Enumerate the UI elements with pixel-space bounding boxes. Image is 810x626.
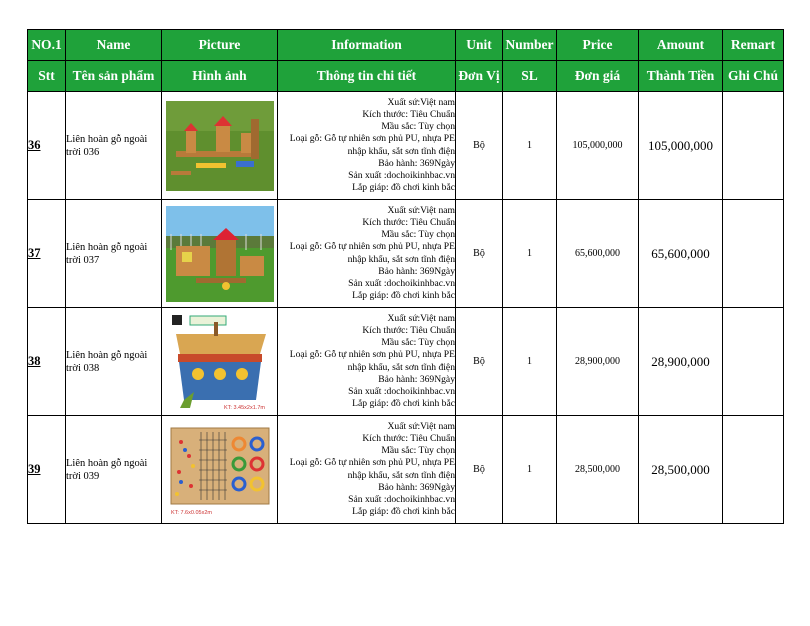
table-row <box>28 200 784 308</box>
quotation-table <box>27 29 784 524</box>
info-warranty: Bảo hành: 369Ngày <box>378 157 455 169</box>
row-number[interactable]: 36 <box>28 92 66 200</box>
image-caption: KT: 7.6x0.05x2m <box>170 509 212 516</box>
product-name: Liên hoàn gỗ ngoài trời 039 <box>66 416 162 524</box>
product-information <box>278 200 456 308</box>
info-material: Loại gỗ: Gỗ tự nhiên sơn phủ PU, nhựa PE <box>289 133 455 145</box>
header-unit: Unit <box>456 30 503 61</box>
outdoor-wooden-playground-image <box>166 101 274 191</box>
header-row-english <box>28 30 784 61</box>
info-manufacturer: Sản xuất :dochoikinhbac.vn <box>348 493 455 505</box>
outdoor-wooden-play-structure-image <box>166 206 274 302</box>
header-no: NO.1 <box>28 30 66 61</box>
info-installation: Lắp giáp: đồ chơi kinh bắc <box>352 398 455 410</box>
header-note: Ghi Chú <box>723 61 784 92</box>
product-note <box>723 200 784 308</box>
product-information <box>278 308 456 416</box>
info-size: Kích thước: Tiêu Chuẩn <box>362 324 455 336</box>
header-product-name: Tên sản phẩm <box>66 61 162 92</box>
header-remark: Remart <box>723 30 784 61</box>
info-material: Loại gỗ: Gỗ tự nhiên sơn phủ PU, nhựa PE <box>289 457 455 469</box>
info-origin: Xuất sứ:Việt nam <box>387 420 455 432</box>
header-stt: Stt <box>28 61 66 92</box>
product-note <box>723 416 784 524</box>
product-quantity: 1 <box>503 92 557 200</box>
header-total: Thành Tiền <box>639 61 723 92</box>
info-origin: Xuất sứ:Việt nam <box>387 96 455 108</box>
info-origin: Xuất sứ:Việt nam <box>387 204 455 216</box>
info-manufacturer: Sản xuất :dochoikinhbac.vn <box>348 169 455 181</box>
product-picture <box>162 200 278 308</box>
product-amount: 28,900,000 <box>639 308 723 416</box>
info-color: Mầu sắc: Tùy chọn <box>381 229 455 241</box>
product-quantity: 1 <box>503 308 557 416</box>
product-unit-price: 105,000,000 <box>557 92 639 200</box>
info-origin: Xuất sứ:Việt nam <box>387 312 455 324</box>
header-unit-vn: Đơn Vị <box>456 61 503 92</box>
header-amount: Amount <box>639 30 723 61</box>
header-unit-price: Đơn giá <box>557 61 639 92</box>
product-unit: Bộ <box>456 92 503 200</box>
info-color: Mầu sắc: Tùy chọn <box>381 337 455 349</box>
info-material: Loại gỗ: Gỗ tự nhiên sơn phủ PU, nhựa PE <box>289 241 455 253</box>
header-price: Price <box>557 30 639 61</box>
product-information <box>278 92 456 200</box>
climbing-wall-panel-image <box>167 422 273 518</box>
header-number: Number <box>503 30 557 61</box>
product-note <box>723 92 784 200</box>
info-material-cont: nhập khẩu, sắt sơn tĩnh điện <box>347 145 455 157</box>
info-installation: Lắp giáp: đồ chơi kinh bắc <box>352 506 455 518</box>
product-amount: 28,500,000 <box>639 416 723 524</box>
product-quantity: 1 <box>503 200 557 308</box>
product-unit: Bộ <box>456 416 503 524</box>
info-material-cont: nhập khẩu, sắt sơn tĩnh điện <box>347 253 455 265</box>
product-unit-price: 28,500,000 <box>557 416 639 524</box>
info-warranty: Bảo hành: 369Ngày <box>378 265 455 277</box>
row-number[interactable]: 39 <box>28 416 66 524</box>
product-name: Liên hoàn gỗ ngoài trời 038 <box>66 308 162 416</box>
info-installation: Lắp giáp: đồ chơi kinh bắc <box>352 182 455 194</box>
header-image: Hình ảnh <box>162 61 278 92</box>
product-quantity: 1 <box>503 416 557 524</box>
product-picture <box>162 92 278 200</box>
product-amount: 65,600,000 <box>639 200 723 308</box>
table-row <box>28 92 784 200</box>
product-unit: Bộ <box>456 200 503 308</box>
info-material-cont: nhập khẩu, sắt sơn tĩnh điện <box>347 361 455 373</box>
info-installation: Lắp giáp: đồ chơi kinh bắc <box>352 290 455 302</box>
product-name: Liên hoàn gỗ ngoài trời 037 <box>66 200 162 308</box>
info-size: Kích thước: Tiêu Chuẩn <box>362 432 455 444</box>
product-amount: 105,000,000 <box>639 92 723 200</box>
header-name: Name <box>66 30 162 61</box>
info-manufacturer: Sản xuất :dochoikinhbac.vn <box>348 385 455 397</box>
product-unit-price: 65,600,000 <box>557 200 639 308</box>
header-quantity: SL <box>503 61 557 92</box>
row-number[interactable]: 38 <box>28 308 66 416</box>
table-row <box>28 416 784 524</box>
image-caption: KT: 3.45x2x1.7m <box>223 404 265 411</box>
header-information: Information <box>278 30 456 61</box>
info-size: Kích thước: Tiêu Chuẩn <box>362 108 455 120</box>
product-unit: Bộ <box>456 308 503 416</box>
info-warranty: Bảo hành: 369Ngày <box>378 481 455 493</box>
product-picture <box>162 308 278 416</box>
info-material: Loại gỗ: Gỗ tự nhiên sơn phủ PU, nhựa PE <box>289 349 455 361</box>
info-warranty: Bảo hành: 369Ngày <box>378 373 455 385</box>
info-color: Mầu sắc: Tùy chọn <box>381 445 455 457</box>
info-material-cont: nhập khẩu, sắt sơn tĩnh điện <box>347 469 455 481</box>
product-unit-price: 28,900,000 <box>557 308 639 416</box>
info-color: Mầu sắc: Tùy chọn <box>381 121 455 133</box>
wooden-pirate-ship-image <box>168 312 272 412</box>
header-row-vietnamese <box>28 61 784 92</box>
header-details: Thông tin chi tiết <box>278 61 456 92</box>
product-information <box>278 416 456 524</box>
product-note <box>723 308 784 416</box>
info-manufacturer: Sản xuất :dochoikinhbac.vn <box>348 277 455 289</box>
header-picture: Picture <box>162 30 278 61</box>
info-size: Kích thước: Tiêu Chuẩn <box>362 216 455 228</box>
table-row <box>28 308 784 416</box>
product-name: Liên hoàn gỗ ngoài trời 036 <box>66 92 162 200</box>
product-picture <box>162 416 278 524</box>
row-number[interactable]: 37 <box>28 200 66 308</box>
